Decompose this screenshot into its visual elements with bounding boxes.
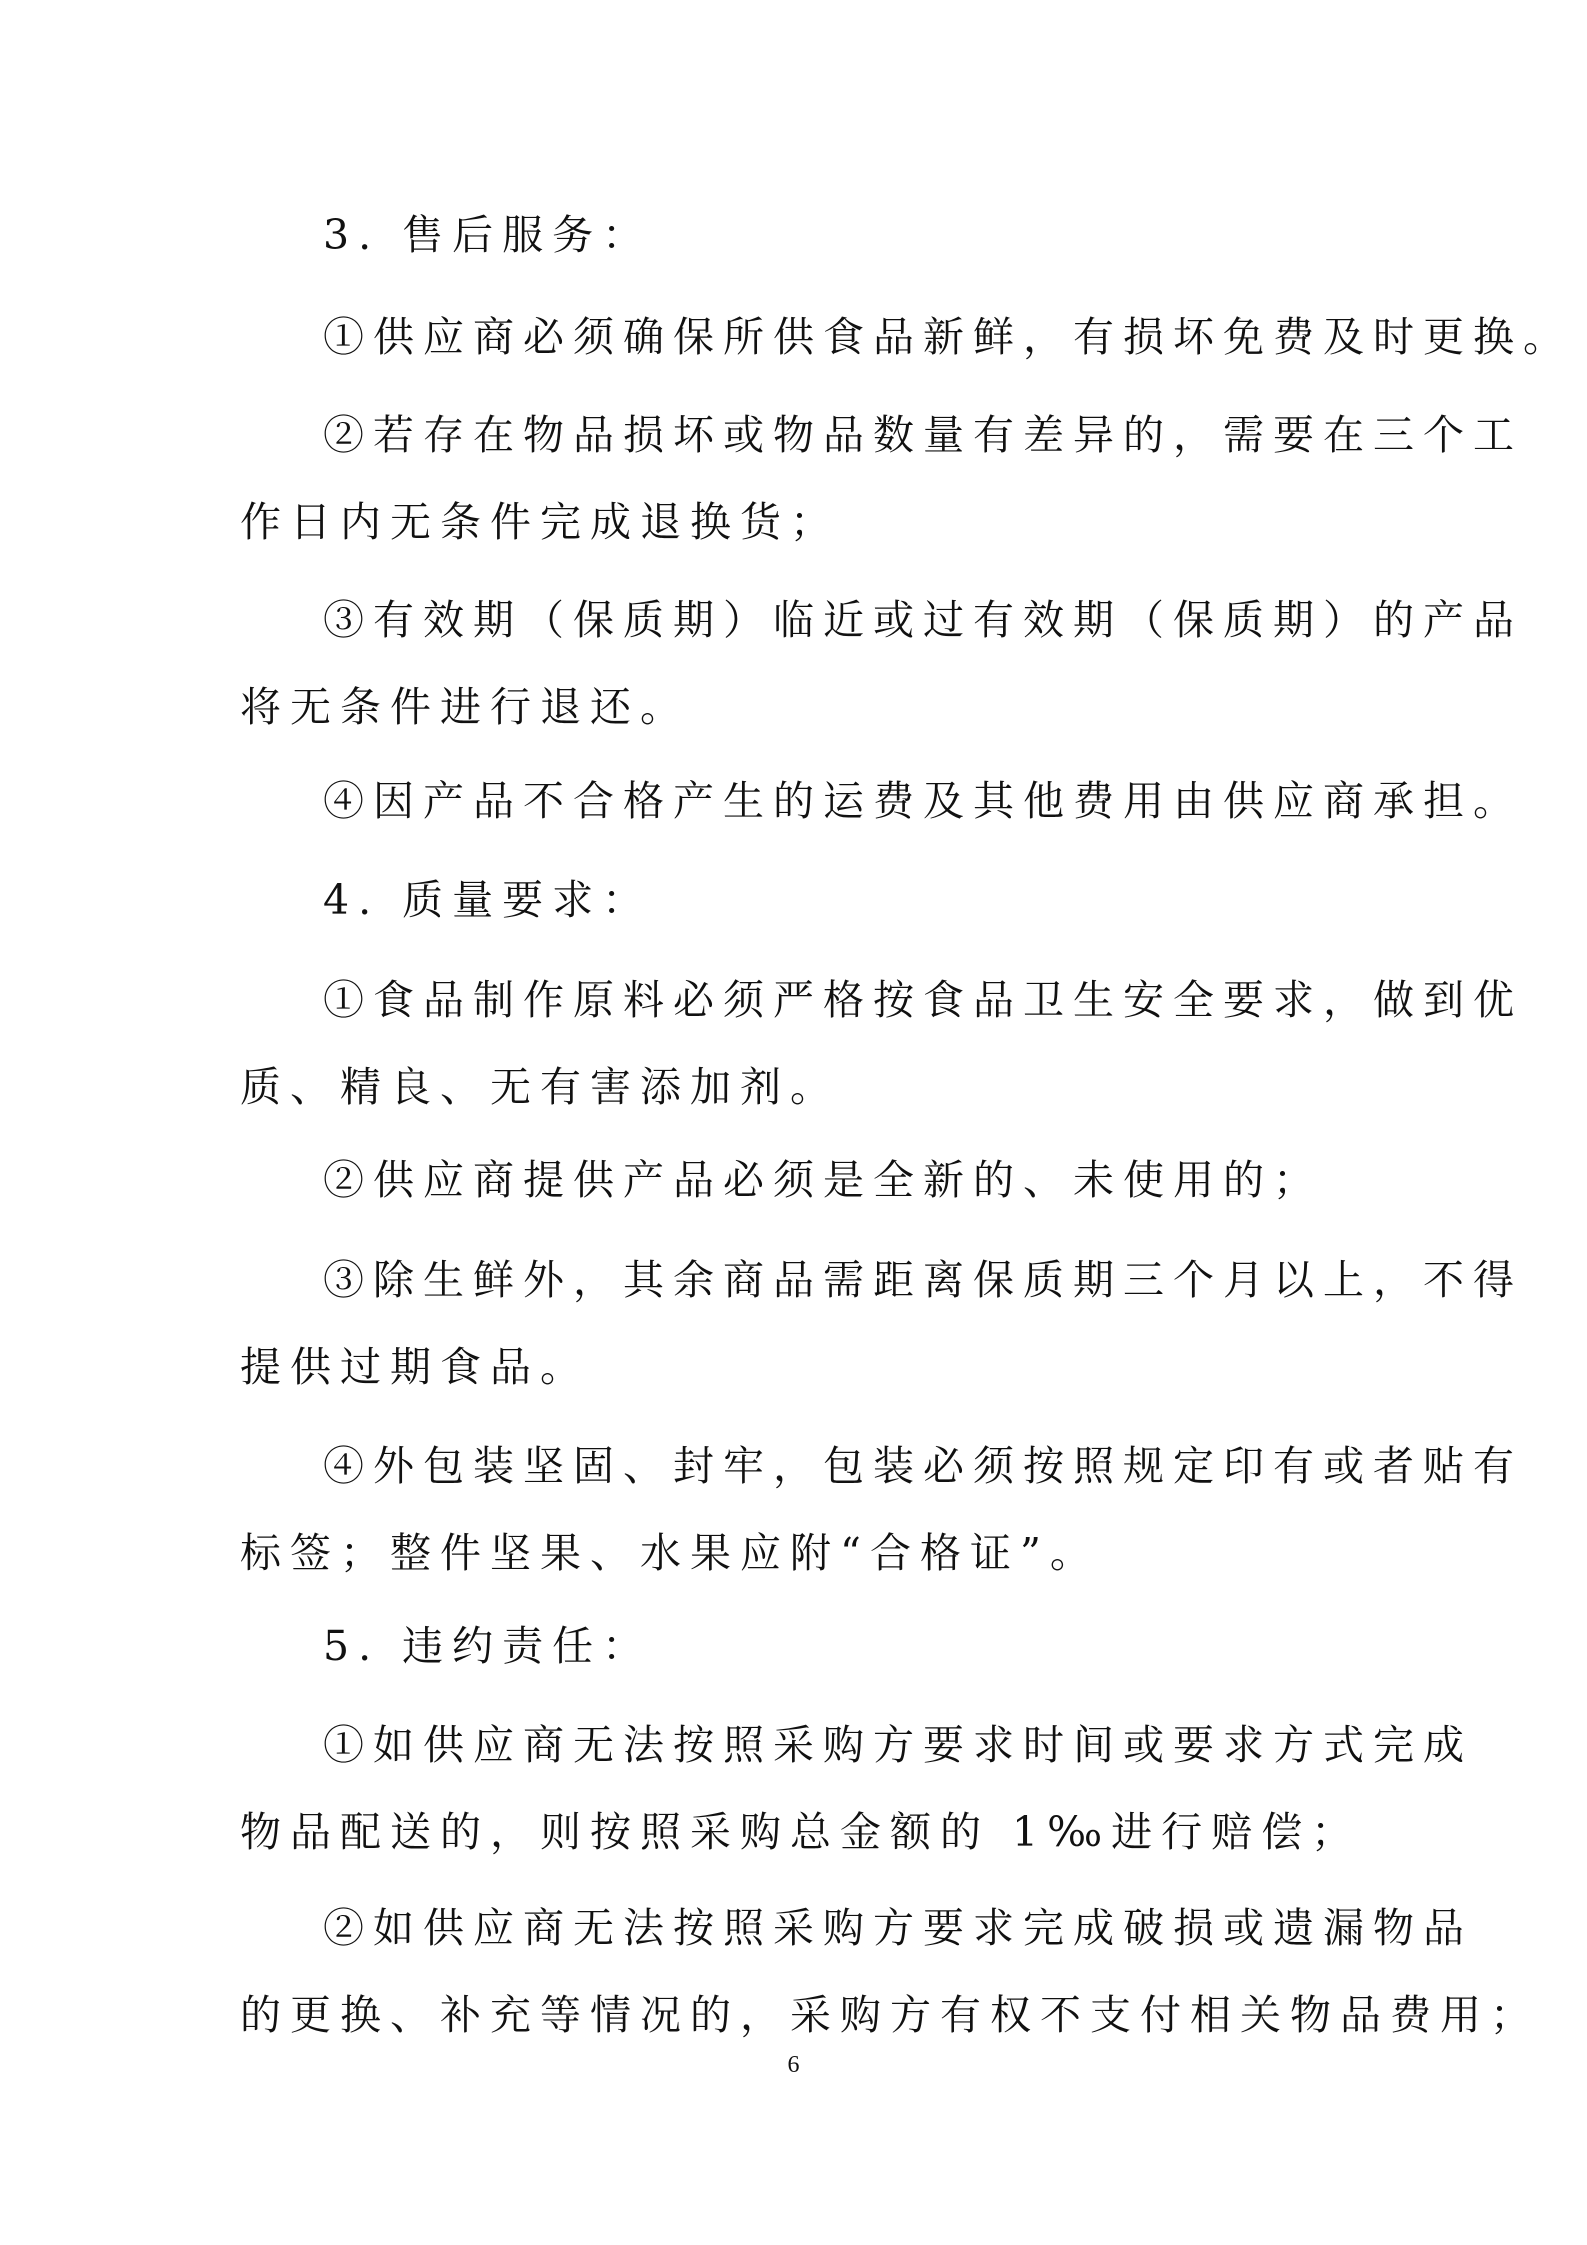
paragraph-line-continuation: 将无条件进行退还。 — [240, 683, 690, 731]
paragraph-line-continuation: 作日内无条件完成退换货； — [240, 498, 840, 546]
section-heading-breach: 5. 违约责任： — [323, 1622, 653, 1670]
paragraph-line: ②若存在物品损坏或物品数量有差异的，需要在三个工 — [323, 411, 1523, 459]
section-heading-after-sales: 3. 售后服务： — [323, 211, 653, 259]
paragraph-line-continuation: 标签；整件坚果、水果应附“合格证”。 — [240, 1529, 1100, 1577]
paragraph-line: ③有效期（保质期）临近或过有效期（保质期）的产品 — [323, 596, 1523, 644]
paragraph-line-continuation: 的更换、补充等情况的，采购方有权不支付相关物品费用； — [240, 1991, 1540, 2039]
paragraph-line: ①供应商必须确保所供食品新鲜，有损坏免费及时更换。 — [323, 313, 1573, 361]
paragraph-line: ④因产品不合格产生的运费及其他费用由供应商承担。 — [323, 777, 1523, 825]
section-heading-quality: 4. 质量要求： — [323, 876, 653, 924]
paragraph-line: ①如供应商无法按照采购方要求时间或要求方式完成 — [323, 1721, 1473, 1769]
paragraph-line: ①食品制作原料必须严格按食品卫生安全要求，做到优 — [323, 976, 1523, 1024]
paragraph-line-continuation: 物品配送的，则按照采购总金额的 1‰进行赔偿； — [240, 1808, 1362, 1856]
paragraph-line-continuation: 质、精良、无有害添加剂。 — [240, 1063, 840, 1111]
paragraph-line: ④外包装坚固、封牢，包装必须按照规定印有或者贴有 — [323, 1442, 1523, 1490]
paragraph-line: ③除生鲜外，其余商品需距离保质期三个月以上，不得 — [323, 1256, 1523, 1304]
paragraph-line-continuation: 提供过期食品。 — [240, 1343, 590, 1391]
paragraph-line: ②供应商提供产品必须是全新的、未使用的； — [323, 1156, 1323, 1204]
page-number: 6 — [787, 2052, 800, 2078]
paragraph-line: ②如供应商无法按照采购方要求完成破损或遗漏物品 — [323, 1904, 1473, 1952]
